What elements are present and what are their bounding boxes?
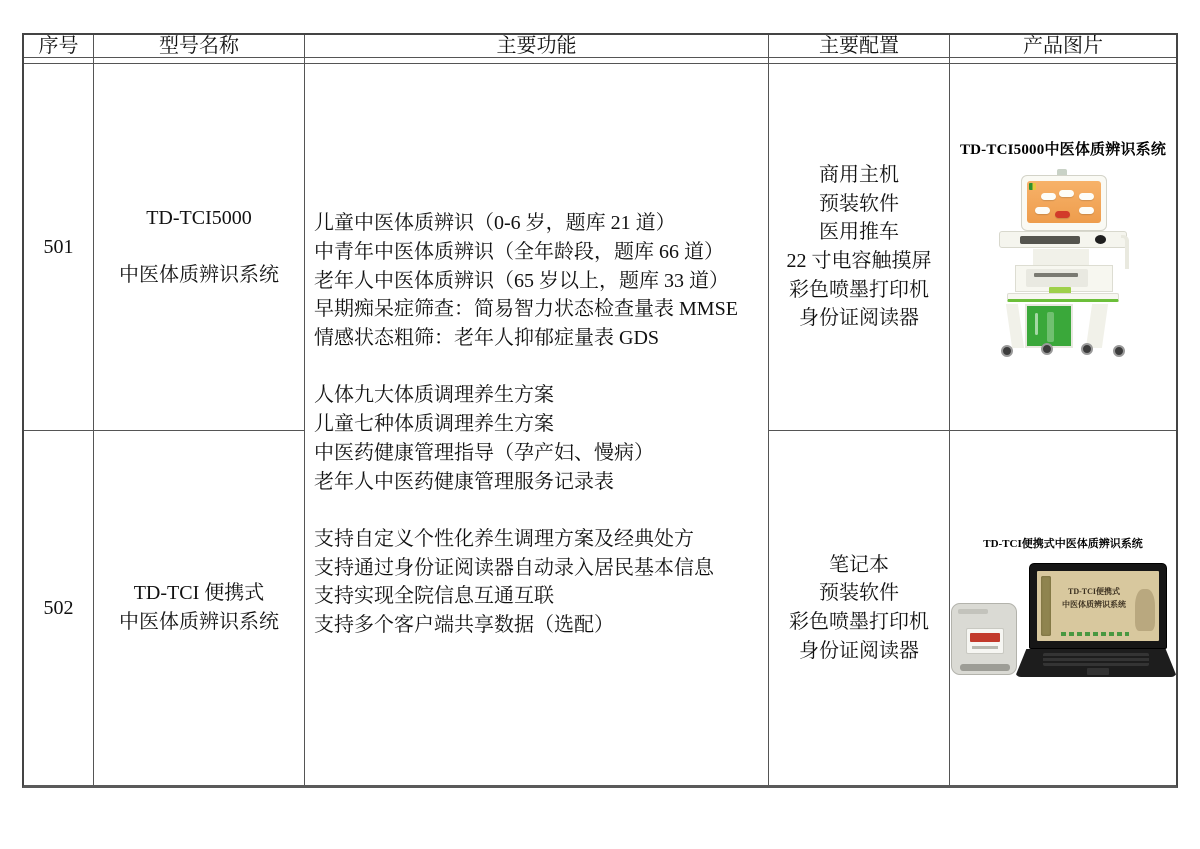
cart-monitor (1021, 175, 1107, 231)
lcd-title-line1: TD-TCI便携式 (1067, 587, 1120, 596)
function-line: 老年人中医药健康管理服务记录表 (314, 470, 614, 493)
laptop-lcd (1037, 571, 1159, 641)
model-name-line2: 中医体质辨识系统 (119, 611, 279, 633)
cart-desk (1007, 293, 1119, 302)
cart-handle (1121, 235, 1129, 269)
col-header-functions (305, 35, 769, 58)
config-line: 预装软件 (819, 582, 899, 605)
caster-wheel-icon (1041, 343, 1053, 355)
config-line: 笔记本 (829, 553, 889, 576)
cart-leg (1006, 304, 1024, 348)
function-line-blank (314, 496, 764, 525)
function-line-blank (314, 353, 764, 382)
model-name-line1: TD-TCI 便携式 (133, 582, 265, 605)
product-photo-cart (997, 169, 1129, 357)
mouse-icon (1095, 235, 1106, 244)
lcd-figure-illustration (1135, 589, 1155, 631)
config-line: 身份证阅读器 (799, 307, 919, 330)
col-header-model-label: 型号名称 (159, 35, 239, 57)
reader-label-line (972, 646, 998, 649)
col-header-functions-label: 主要功能 (496, 35, 577, 57)
lcd-side-banner (1041, 576, 1051, 636)
model-name-line2: 中医体质辨识系统 (119, 264, 279, 287)
function-line: 人体九大体质调理养生方案 (314, 384, 554, 407)
row-502-picture-cell (950, 431, 1176, 785)
reader-label-red-band (970, 633, 1000, 642)
function-line: 老年人中医体质辨识（65 岁以上，题库 33 道） (314, 269, 729, 292)
row-501-config-cell (769, 64, 950, 431)
col-header-config-label: 主要配置 (819, 35, 899, 57)
reader-top-detail (958, 609, 988, 614)
row-502-serial-cell (24, 431, 94, 785)
function-line: 早期痴呆症筛查：简易智力状态检查量表 MMSE (314, 298, 738, 321)
screen-button-icon (1059, 190, 1074, 197)
product-image-caption: TD-TCI便携式中医体质辨识系统 (983, 538, 1143, 550)
function-line: 中医药健康管理指导（孕产妇、慢病） (314, 441, 654, 464)
cart-touchscreen (1027, 181, 1101, 223)
screen-logo-icon (1029, 183, 1036, 190)
function-line: 儿童七种体质调理养生方案 (314, 413, 554, 436)
reader-label (966, 628, 1004, 654)
config-line: 彩色喷墨打印机 (789, 611, 929, 633)
row-501-serial-cell (24, 64, 94, 431)
caster-wheel-icon (1001, 345, 1013, 357)
laptop-keyboard (1043, 653, 1149, 666)
product-image-caption: TD-TCI5000中医体质辨识系统 (959, 141, 1167, 158)
row-501-model-cell (94, 64, 305, 431)
config-line: 预装软件 (819, 192, 899, 215)
product-spec-table (22, 33, 1178, 788)
screen-button-icon (1035, 207, 1050, 214)
laptop-screen (1029, 563, 1167, 649)
function-line: 支持通过身份证阅读器自动录入居民基本信息 (314, 556, 714, 579)
serial-number: 502 (43, 596, 74, 619)
keyboard-icon (1020, 236, 1080, 244)
functions-cell (305, 64, 769, 785)
product-photo-laptop-set (950, 563, 1176, 681)
lcd-company-text-blur (1061, 632, 1129, 636)
col-header-model (94, 35, 305, 58)
serial-number: 501 (43, 235, 74, 258)
function-line: 情感状态粗筛：老年人抑郁症量表 GDS (314, 327, 660, 350)
cart-leg (1086, 304, 1108, 348)
function-line: 支持实现全院信息互通互联 (314, 585, 554, 608)
model-name-line1: TD-TCI5000 (146, 206, 252, 229)
row-501-picture-cell (950, 64, 1176, 431)
keyboard-tray (999, 231, 1127, 248)
cabinet-door (1025, 304, 1073, 348)
config-line: 彩色喷墨打印机 (789, 278, 929, 301)
lcd-title-line2: 中医体质辨识系统 (1062, 600, 1126, 609)
printer-icon (1026, 269, 1088, 287)
laptop-touchpad (1087, 668, 1109, 675)
function-line: 支持自定义个性化养生调理方案及经典处方 (314, 527, 694, 550)
col-header-picture (950, 35, 1176, 58)
col-header-picture-label: 产品图片 (1023, 35, 1103, 57)
screen-button-icon (1079, 193, 1094, 200)
door-handle (1035, 313, 1038, 335)
row-502-model-cell (94, 431, 305, 785)
config-line: 身份证阅读器 (799, 639, 919, 662)
config-line: 商用主机 (819, 163, 899, 186)
screen-button-red-icon (1055, 211, 1070, 218)
printer-slot (1034, 273, 1078, 277)
caster-wheel-icon (1081, 343, 1093, 355)
function-line: 儿童中医体质辨识（0-6 岁，题库 21 道） (314, 212, 676, 235)
id-card-reader (951, 603, 1017, 675)
screen-button-icon (1041, 193, 1056, 200)
laptop-base (1015, 649, 1176, 677)
screen-button-icon (1079, 207, 1094, 214)
col-header-config (769, 35, 950, 58)
door-vertical-text (1047, 312, 1054, 342)
row-502-config-cell (769, 431, 950, 785)
col-header-serial (24, 35, 94, 58)
caster-wheel-icon (1113, 345, 1125, 357)
function-line: 中青年中医体质辨识（全年龄段，题库 66 道） (314, 240, 724, 263)
lcd-title-text (1055, 585, 1133, 611)
col-header-serial-label: 序号 (38, 35, 79, 57)
function-line: 支持多个客户端共享数据（选配） (314, 614, 614, 637)
reader-slot (960, 664, 1010, 671)
config-line: 医用推车 (819, 221, 899, 244)
config-line: 22 寸电容触摸屏 (786, 250, 932, 272)
